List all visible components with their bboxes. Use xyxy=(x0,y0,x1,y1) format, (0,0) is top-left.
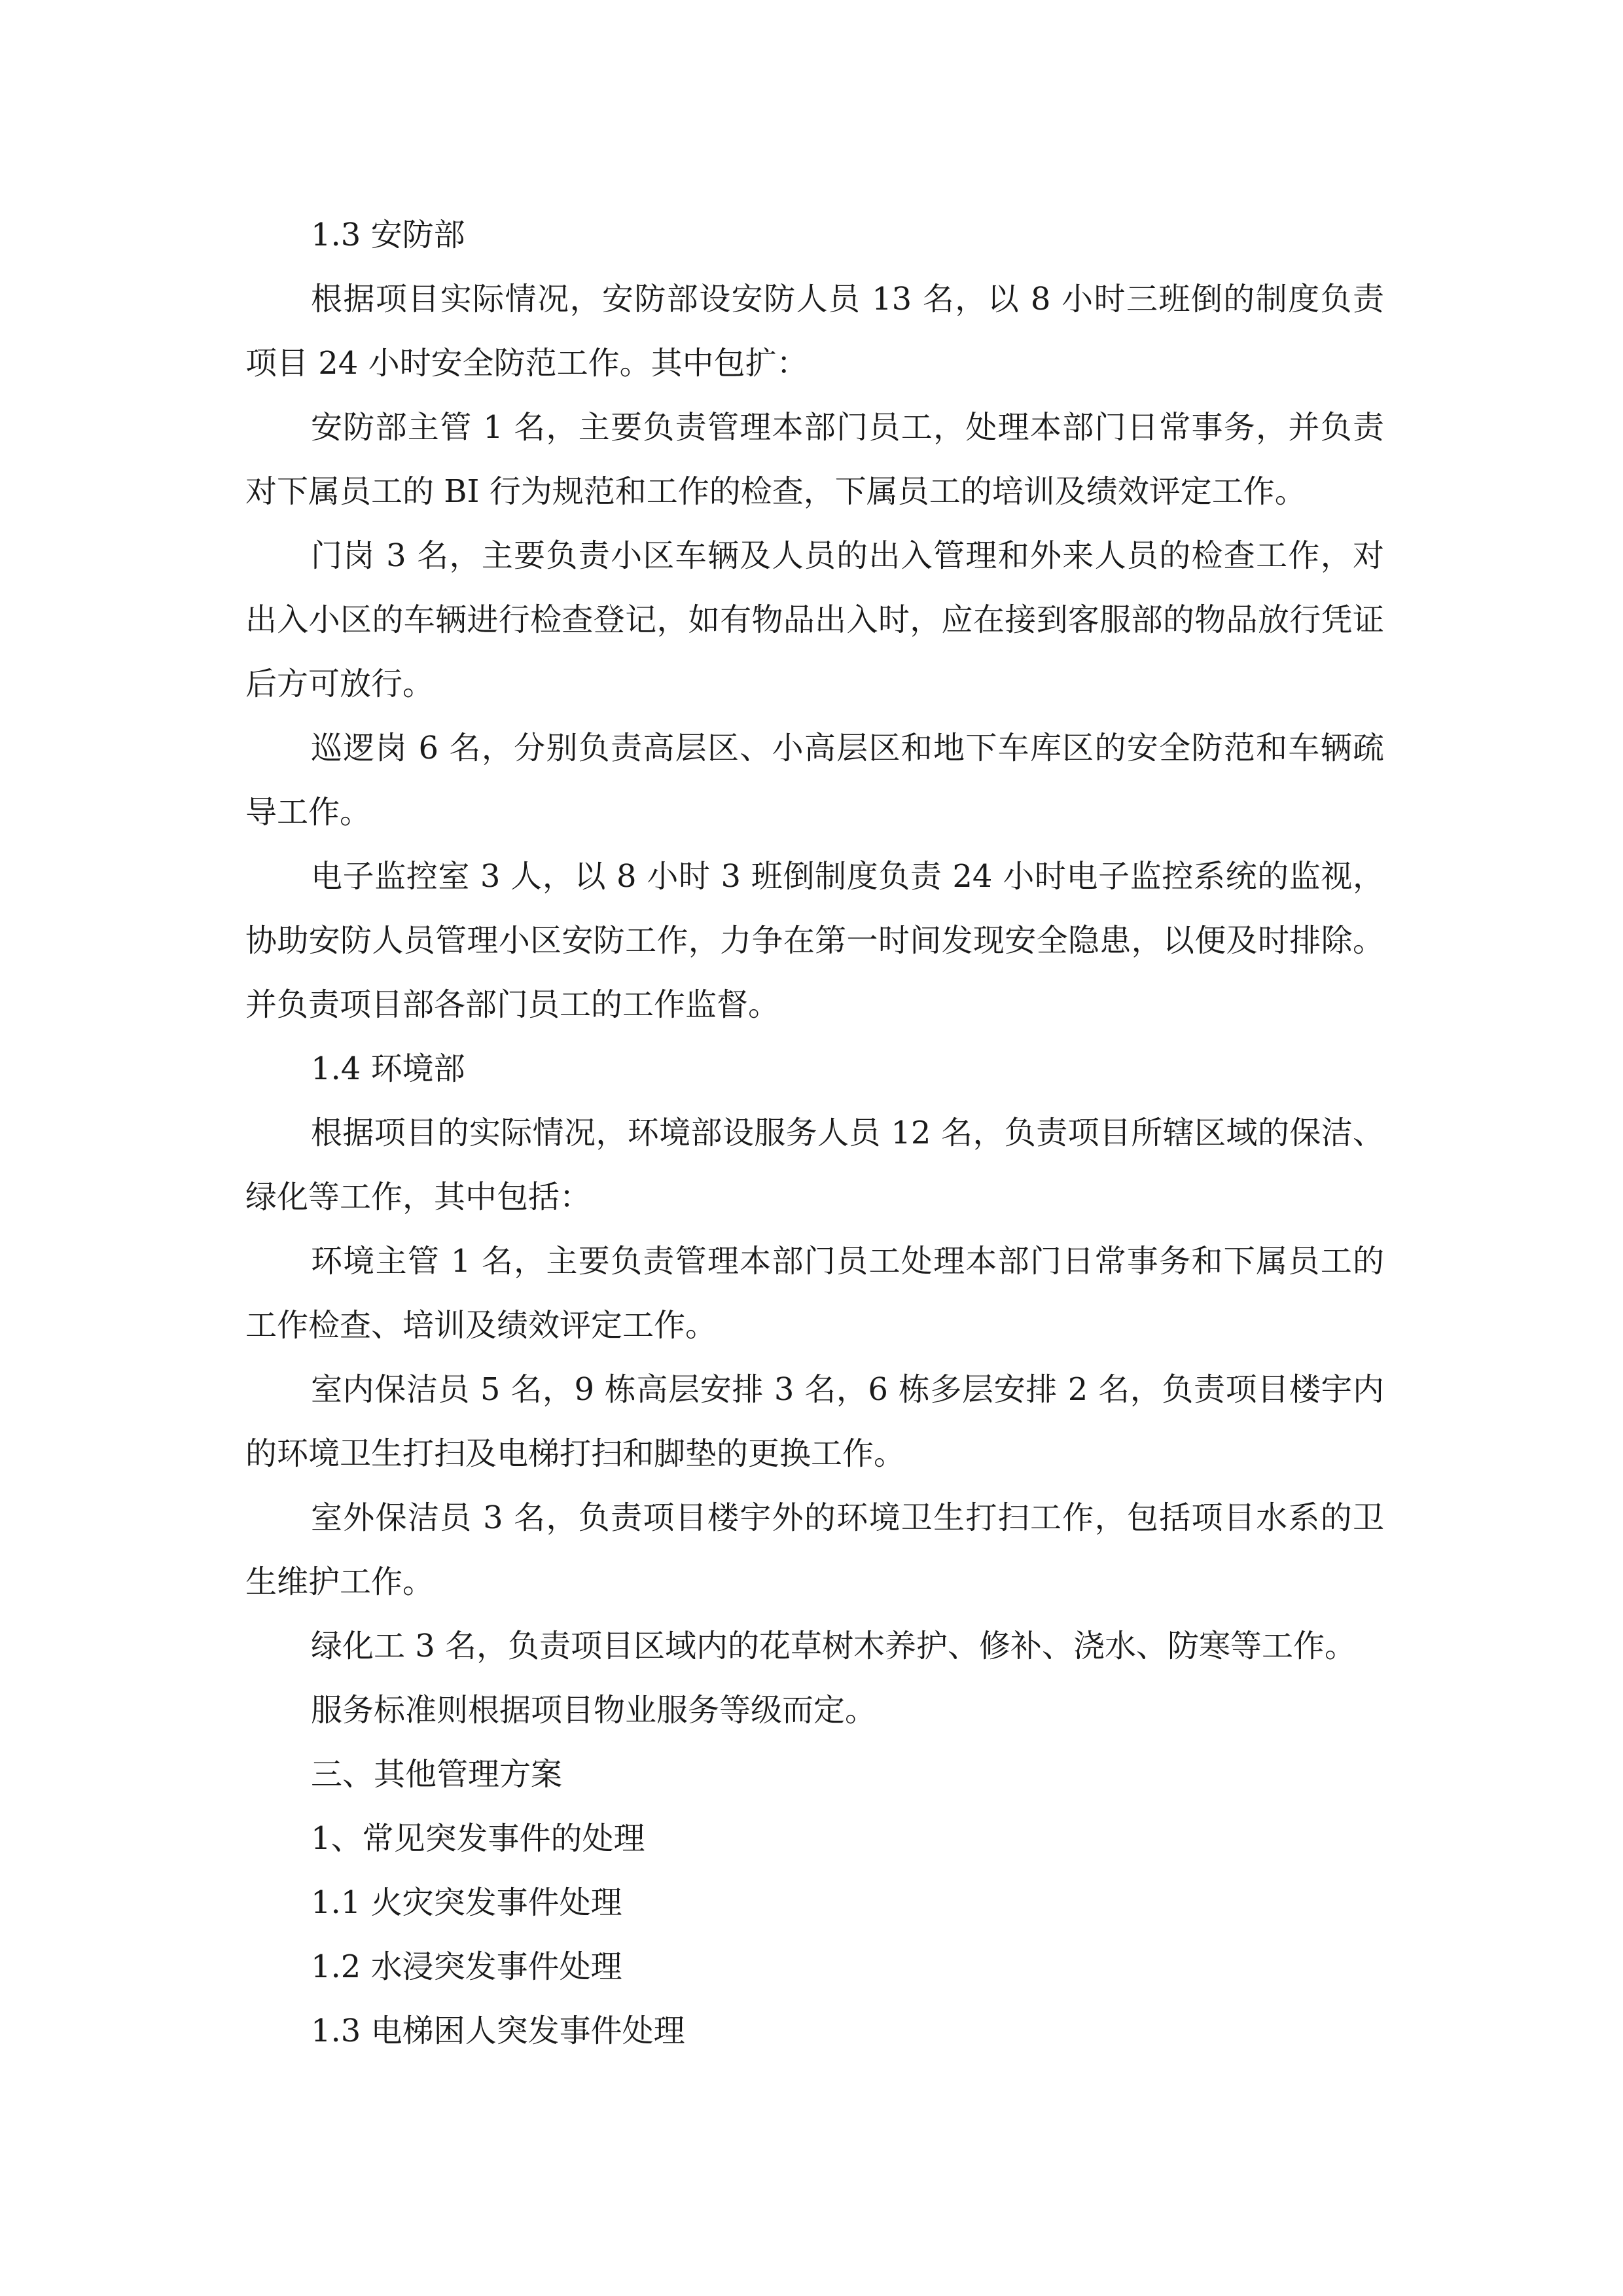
section-heading-security: 1.3 安防部 xyxy=(311,217,465,253)
paragraph-patrol-guards: 巡逻岗 6 名，分别负责高层区、小高层区和地下车库区的安全防范和车辆疏导工作。 xyxy=(245,730,1384,831)
section-heading-environment: 1.4 环境部 xyxy=(311,1050,465,1087)
paragraph-security-overview: 根据项目实际情况，安防部设安防人员 13 名，以 8 小时三班倒的制度负责项目 24 小时安全防范工作。其中包扩： xyxy=(245,281,1384,382)
paragraph-security-supervisor: 安防部主管 1 名，主要负责管理本部门员工，处理本部门日常事务，并负责对下属员工的 BI 行为规范和工作的检查，下属员工的培训及绩效评定工作。 xyxy=(245,409,1384,510)
subheading-fire: 1.1 火灾突发事件处理 xyxy=(311,1884,622,1921)
section-heading-other-plans: 三、其他管理方案 xyxy=(311,1756,563,1793)
subheading-flooding: 1.2 水浸突发事件处理 xyxy=(311,1948,622,1985)
document-page xyxy=(245,203,1384,2063)
subheading-emergencies: 1、常见突发事件的处理 xyxy=(311,1820,645,1857)
paragraph-outdoor-cleaners: 室外保洁员 3 名，负责项目楼宇外的环境卫生打扫工作，包括项目水系的卫生维护工作。 xyxy=(245,1499,1384,1600)
paragraph-gardeners: 绿化工 3 名，负责项目区域内的花草树木养护、修补、浇水、防寒等工作。 xyxy=(311,1628,1357,1664)
paragraph-gate-guards: 门岗 3 名，主要负责小区车辆及人员的出入管理和外来人员的检查工作，对出入小区的车辆进行检查登记，如有物品出入时，应在接到客服部的物品放行凭证后方可放行。 xyxy=(245,537,1384,702)
subheading-elevator: 1.3 电梯困人突发事件处理 xyxy=(311,2013,685,2049)
paragraph-environment-supervisor: 环境主管 1 名，主要负责管理本部门员工处理本部门日常事务和下属员工的工作检查、培训及绩效评定工作。 xyxy=(245,1243,1384,1344)
paragraph-environment-overview: 根据项目的实际情况，环境部设服务人员 12 名，负责项目所辖区域的保洁、绿化等工作，其中包括： xyxy=(245,1115,1384,1215)
paragraph-service-standard: 服务标准则根据项目物业服务等级而定。 xyxy=(311,1692,877,1729)
paragraph-monitoring-room: 电子监控室 3 人，以 8 小时 3 班倒制度负责 24 小时电子监控系统的监视，协助安防人员管理小区安防工作，力争在第一时间发现安全隐患，以便及时排除。并负责项目部各部门员工的工作监督。 xyxy=(245,858,1384,1023)
paragraph-indoor-cleaners: 室内保洁员 5 名，9 栋高层安排 3 名，6 栋多层安排 2 名，负责项目楼宇内的环境卫生打扫及电梯打扫和脚垫的更换工作。 xyxy=(245,1371,1384,1472)
